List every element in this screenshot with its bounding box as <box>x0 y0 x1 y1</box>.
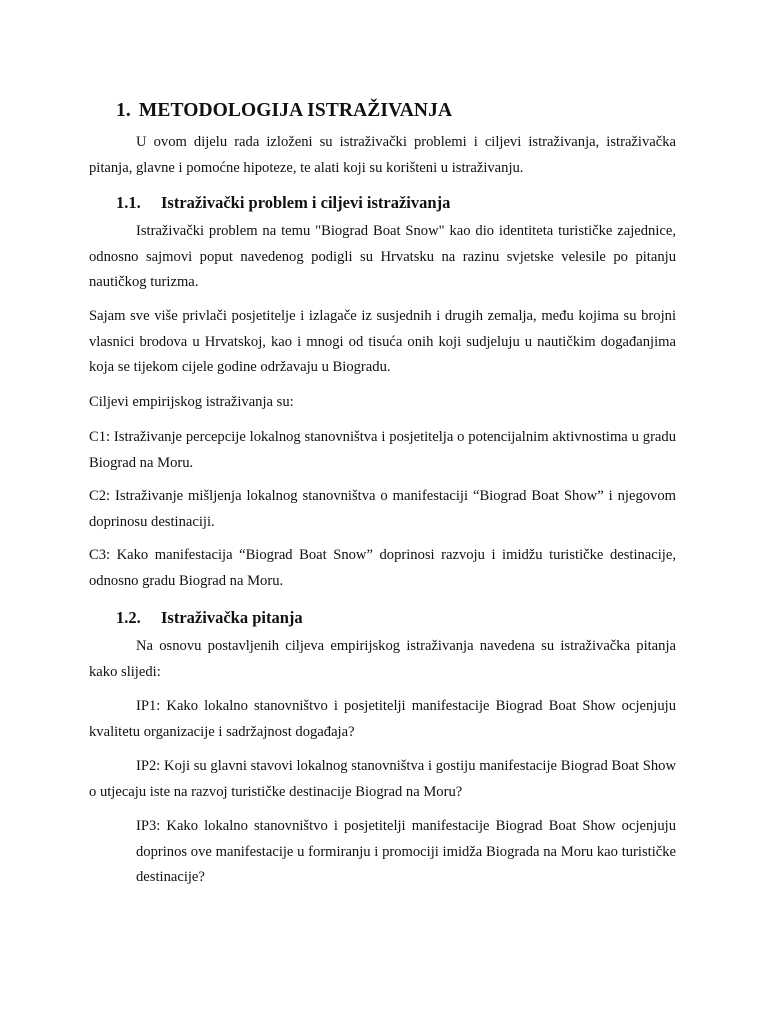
subsection-title: Istraživačka pitanja <box>161 608 303 627</box>
question-ip3: IP3: Kako lokalno stanovništvo i posjetitelji manifestacije Biograd Boat Show ocjenjuju doprinos ove manifestacije u formiranju i promociji imidža Biograda na Moru kao turističke destinacije? <box>136 818 676 885</box>
subsection-heading-1-2 <box>116 608 303 628</box>
section-title: METODOLOGIJA ISTRAŽIVANJA <box>138 100 453 121</box>
question-ip2: IP2: Koji su glavni stavovi lokalnog stanovništva i gostiju manifestacije Biograd Boat Show o utjecaju iste na razvoj turističke destinacije Biograd na Moru? <box>89 758 676 800</box>
goal-c2: C2: Istraživanje mišljenja lokalnog stanovništva o manifestaciji “Biograd Boat Show” i njegovom doprinosu destinaciji. <box>89 488 676 530</box>
fair-paragraph: Sajam sve više privlači posjetitelje i izlagače iz susjednih i drugih zemalja, među kojima su brojni vlasnici brodova u Hrvatskoj, kao i mnogi od tisuća onih koji sudjeluju u nautičkim događanjima koja se tijekom cijele godine održavaju u Biogradu. <box>89 308 676 375</box>
goal-c1: C1: Istraživanje percepcije lokalnog stanovništva i posjetitelja o potencijalnim aktivnostima u gradu Biograd na Moru. <box>89 429 676 471</box>
section-number: 1. <box>116 100 131 121</box>
subsection-number: 1.2. <box>116 608 141 627</box>
goals-intro-paragraph: Ciljevi empirijskog istraživanja su: <box>89 394 294 410</box>
research-problem-paragraph: Istraživački problem na temu "Biograd Boat Snow" kao dio identiteta turističke zajednice, odnosno sajmovi poput navedenog podigli su Hrvatsku na razinu svjetske velesile po pitanju nautičkog turizma. <box>89 223 676 290</box>
subsection-title: Istraživački problem i ciljevi istraživanja <box>161 193 451 212</box>
subsection-heading-1-1 <box>116 193 450 213</box>
question-ip1: IP1: Kako lokalno stanovništvo i posjetitelji manifestacije Biograd Boat Show ocjenjuju kvalitetu organizacije i sadržajnost događaja? <box>89 698 676 740</box>
subsection-number: 1.1. <box>116 193 141 212</box>
section-heading <box>116 100 452 122</box>
section-intro-paragraph: U ovom dijelu rada izloženi su istraživački problemi i ciljevi istraživanja, istraživačka pitanja, glavne i pomoćne hipoteze, te alati koji su korišteni u istraživanju. <box>89 134 676 176</box>
questions-intro-paragraph: Na osnovu postavljenih ciljeva empirijskog istraživanja navedena su istraživačka pitanja kako slijedi: <box>89 638 676 680</box>
goal-c3: C3: Kako manifestacija “Biograd Boat Snow” doprinosi razvoju i imidžu turističke destinacije, odnosno gradu Biograd na Moru. <box>89 547 676 589</box>
